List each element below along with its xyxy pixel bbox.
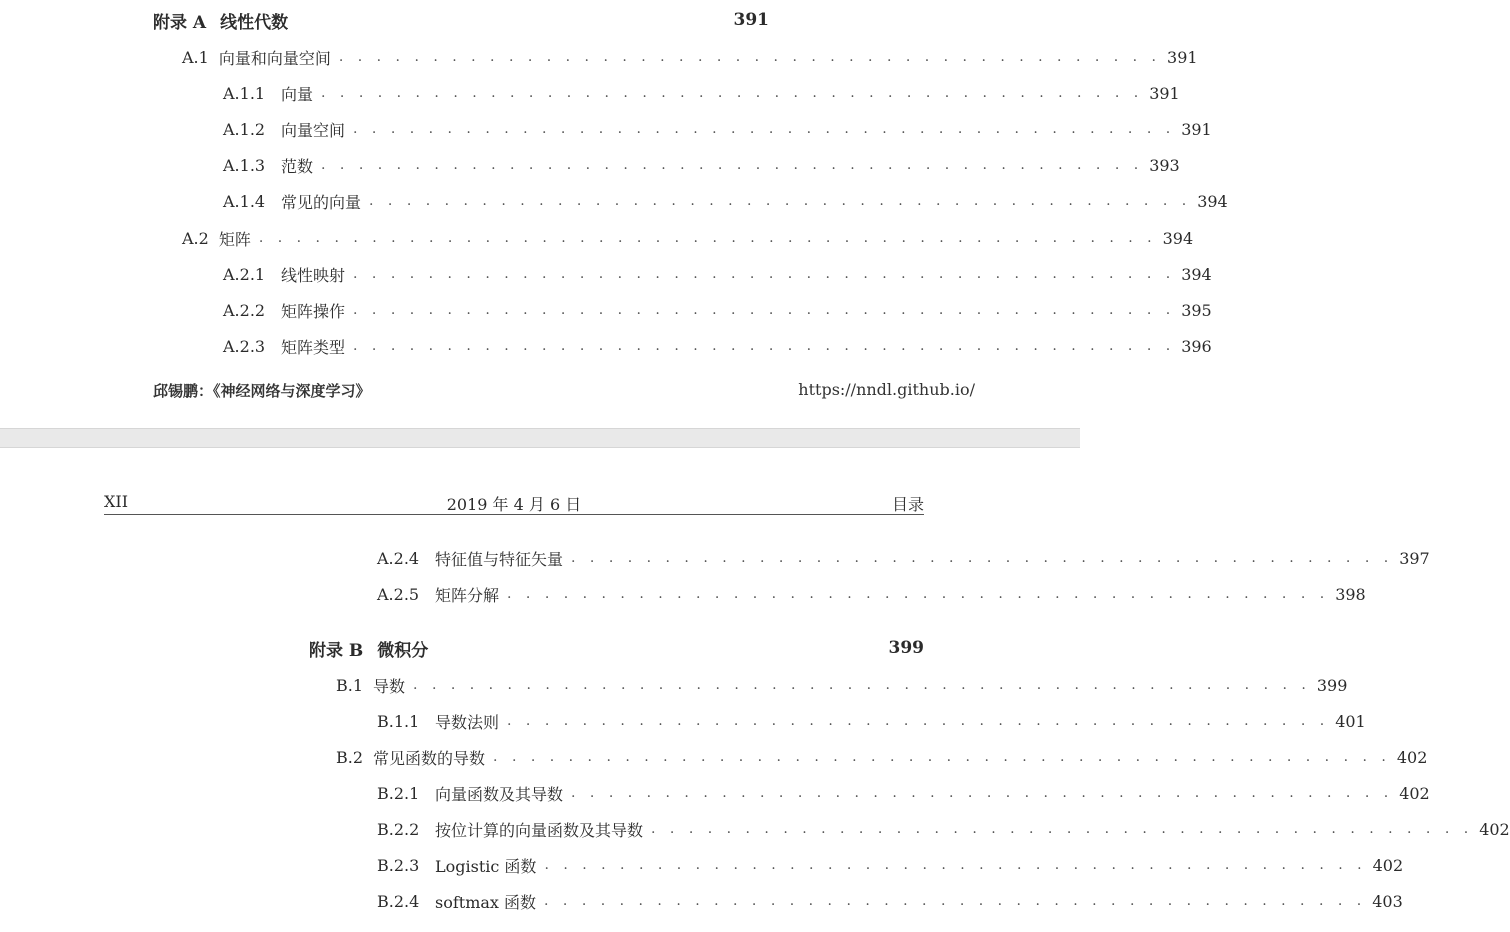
entry-number: A.2.5 [377,584,420,604]
entry-page: 402 [1399,783,1430,803]
entry-title: 矩阵类型 [281,337,346,357]
entry-number: A.2.4 [377,548,420,568]
dot-leader: . . . . . . . . . . . . . . . . . . . . . . . . . . . . . . . . . . . . . . . . . . . . [353,302,1176,318]
entry-page: 393 [1149,155,1180,175]
dot-leader: . . . . . . . . . . . . . . . . . . . . . . . . . . . . . . . . . . . . . . . . . . . . [651,821,1474,837]
toc-entry[interactable] [223,189,1228,213]
toc-entry[interactable] [223,298,1212,322]
dot-leader: . . . . . . . . . . . . . . . . . . . . . . . . . . . . . . . . . . . . . . . . . . . . [507,586,1330,602]
dot-leader: . . . . . . . . . . . . . . . . . . . . . . . . . . . . . . . . . . . . . . . . . . . . [353,121,1176,137]
entry-title: 特征值与特征矢量 [435,549,564,569]
entry-number: A.1.4 [223,191,266,211]
entry-number: B.1 [336,675,364,695]
dot-leader: . . . . . . . . . . . . . . . . . . . . . . . . . . . . . . . . . . . . . . . . . . . . [369,193,1192,209]
header-section: 目录 [891,495,924,514]
toc-entry[interactable] [377,546,1430,570]
entry-page: 397 [1399,548,1430,568]
entry-title: 向量 [281,84,314,104]
toc-entry[interactable] [182,226,1194,250]
dot-leader: . . . . . . . . . . . . . . . . . . . . . . . . . . . . . . . . . . . . . . . . . . . . [544,857,1367,873]
toc-entry[interactable] [182,45,1198,69]
entry-number: B.2.3 [377,855,420,875]
entry-title: 线性映射 [281,265,346,285]
entry-number: A.2.1 [223,264,266,284]
entry-number: A.2.3 [223,336,266,356]
entry-title: 按位计算的向量函数及其导数 [435,820,644,840]
entry-title: softmax 函数 [435,892,537,912]
toc-page-bottom [0,448,1510,932]
entry-number: B.1.1 [377,711,420,731]
dot-leader: . . . . . . . . . . . . . . . . . . . . . . . . . . . . . . . . . . . . . . . . . . . . [321,157,1144,173]
entry-page: 391 [1167,47,1198,67]
entry-page: 391 [1149,83,1180,103]
chapter-page: 391 [733,10,769,30]
entry-title: 矩阵操作 [281,301,346,321]
toc-entry[interactable] [223,81,1180,105]
dot-leader: . . . . . . . . . . . . . . . . . . . . . . . . . . . . . . . . . . . . . . . . . . . . [544,893,1367,909]
entry-page: 391 [1181,119,1212,139]
entry-title: 导数法则 [435,712,500,732]
entry-number: B.2.1 [377,783,420,803]
chapter-title: 微积分 [377,640,429,661]
chapter-label: 附录 B [309,640,364,661]
entry-number: A.1 [182,47,209,67]
entry-number: A.1.2 [223,119,266,139]
header-date: 2019 年 4 月 6 日 [446,495,582,514]
entry-page: 396 [1181,336,1212,356]
footer-url[interactable]: https://nndl.github.io/ [798,380,975,399]
entry-number: A.2.2 [223,300,266,320]
entry-page: 395 [1181,300,1212,320]
entry-title: 常见的向量 [281,192,362,212]
dot-leader: . . . . . . . . . . . . . . . . . . . . . . . . . . . . . . . . . . . . . . . . . . . . . . . . [413,677,1311,693]
toc-entry[interactable] [377,781,1430,805]
entry-title: Logistic 函数 [435,856,537,876]
entry-number: A.1.3 [223,155,266,175]
entry-page: 394 [1181,264,1212,284]
page-separator [0,428,1080,448]
dot-leader: . . . . . . . . . . . . . . . . . . . . . . . . . . . . . . . . . . . . . . . . . . . . [338,49,1162,65]
entry-number: B.2.4 [377,891,420,911]
toc-entry[interactable] [223,262,1212,286]
dot-leader: . . . . . . . . . . . . . . . . . . . . . . . . . . . . . . . . . . . . . . . . . . . . [321,85,1144,101]
entry-title: 导数 [373,676,406,696]
entry-page: 401 [1335,711,1366,731]
dot-leader: . . . . . . . . . . . . . . . . . . . . . . . . . . . . . . . . . . . . . . . . . . . . . . . . [258,230,1157,246]
chapter-label: 附录 A [153,12,207,33]
entry-page: 394 [1197,191,1228,211]
entry-page: 402 [1479,819,1510,839]
dot-leader: . . . . . . . . . . . . . . . . . . . . . . . . . . . . . . . . . . . . . . . . . . . . [571,785,1394,801]
entry-title: 向量函数及其导数 [435,784,564,804]
toc-entry[interactable] [377,582,1366,606]
chapter-page: 399 [888,638,924,658]
chapter-title: 线性代数 [220,12,289,33]
toc-entry[interactable] [377,709,1366,733]
entry-number: A.1.1 [223,83,266,103]
toc-chapter-a[interactable] [153,8,769,32]
toc-entry[interactable] [223,153,1180,177]
dot-leader: . . . . . . . . . . . . . . . . . . . . . . . . . . . . . . . . . . . . . . . . . . . . . . . . [493,749,1391,765]
toc-page-top [0,0,1228,428]
header-page-number: XII [104,492,129,511]
entry-title: 矩阵分解 [435,585,500,605]
entry-page: 402 [1396,747,1428,767]
toc-chapter-b[interactable] [309,636,924,660]
toc-entry[interactable] [223,334,1212,358]
entry-title: 矩阵 [218,229,251,249]
entry-page: 398 [1335,584,1366,604]
entry-title: 范数 [281,156,314,176]
toc-entry[interactable] [377,853,1404,877]
toc-entry[interactable] [377,889,1403,913]
dot-leader: . . . . . . . . . . . . . . . . . . . . . . . . . . . . . . . . . . . . . . . . . . . . [571,550,1394,566]
footer-book-title: 邱锡鹏：《神经网络与深度学习》 [153,382,371,400]
entry-title: 向量空间 [281,120,346,140]
toc-entry[interactable] [223,117,1212,141]
entry-number: A.2 [182,228,209,248]
entry-page: 403 [1372,891,1403,911]
entry-number: B.2 [336,747,364,767]
entry-title: 常见函数的导数 [373,748,486,768]
toc-entry[interactable] [377,817,1510,841]
entry-page: 394 [1162,228,1194,248]
dot-leader: . . . . . . . . . . . . . . . . . . . . . . . . . . . . . . . . . . . . . . . . . . . . [507,713,1330,729]
running-header [104,492,924,515]
entry-page: 399 [1316,675,1348,695]
dot-leader: . . . . . . . . . . . . . . . . . . . . . . . . . . . . . . . . . . . . . . . . . . . . [353,338,1176,354]
dot-leader: . . . . . . . . . . . . . . . . . . . . . . . . . . . . . . . . . . . . . . . . . . . . [353,266,1176,282]
entry-title: 向量和向量空间 [218,48,331,68]
entry-number: B.2.2 [377,819,420,839]
toc-entry[interactable] [336,745,1428,769]
toc-entry[interactable] [336,673,1348,697]
entry-page: 402 [1372,855,1404,875]
